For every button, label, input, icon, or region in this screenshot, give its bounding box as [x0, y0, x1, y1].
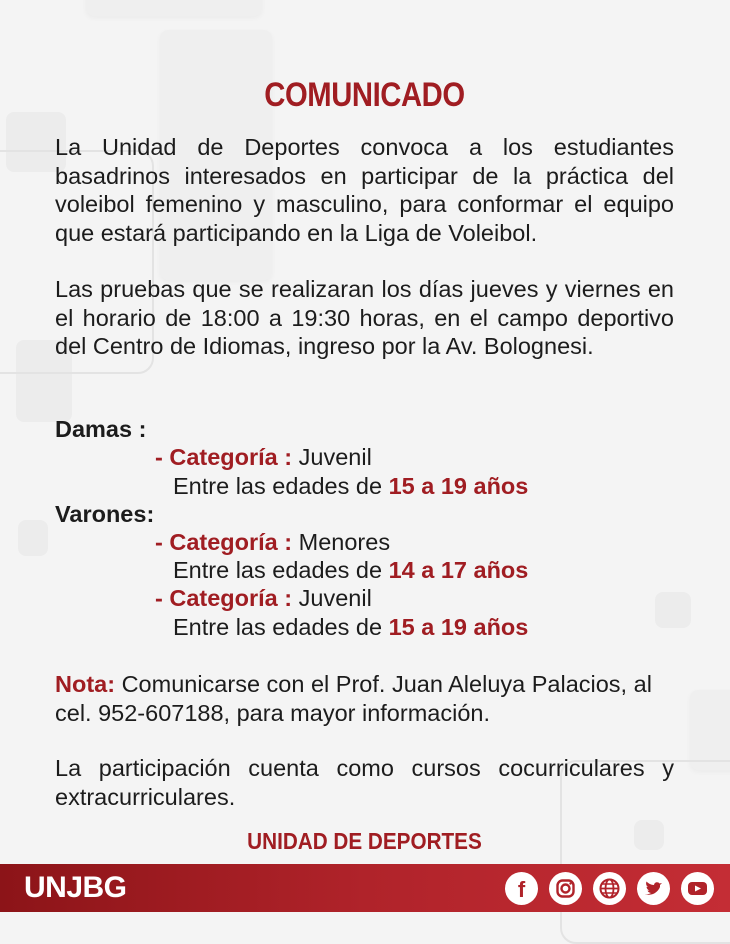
ages-range: 15 a 19 años	[388, 473, 529, 499]
category-name: Juvenil	[292, 444, 372, 470]
ages-prefix: Entre las edades de	[173, 614, 389, 640]
note-paragraph	[55, 670, 674, 727]
varones-label: Varones:	[55, 501, 155, 527]
category-label: - Categoría :	[155, 444, 293, 470]
varones-ages-menores	[173, 557, 528, 584]
note-text: Comunicarse con el Prof. Juan Aleluya Palacios, al cel. 952-607188, para mayor información.	[55, 671, 652, 726]
note-label: Nota:	[55, 671, 116, 697]
intro-paragraph: La Unidad de Deportes convoca a los estudiantes basadrinos interesados en participar de la práctica del voleibol femenino y masculino, para conformar el equipo que estará participando en la Liga de Voleibol.	[55, 134, 674, 246]
svg-text:f: f	[517, 877, 526, 902]
youtube-icon[interactable]	[681, 872, 714, 905]
closing-paragraph: La participación cuenta como cursos cocurriculares y extracurriculares.	[55, 755, 674, 810]
damas-category-juvenil	[155, 444, 372, 471]
instagram-icon[interactable]	[549, 872, 582, 905]
twitter-icon[interactable]	[637, 872, 670, 905]
web-icon[interactable]	[593, 872, 626, 905]
damas-label: Damas :	[55, 416, 147, 442]
category-label: - Categoría :	[155, 585, 293, 611]
varones-category-menores	[155, 529, 390, 556]
damas-ages-juvenil	[173, 473, 528, 500]
category-name: Menores	[292, 529, 391, 555]
ages-prefix: Entre las edades de	[173, 557, 389, 583]
category-label: - Categoría :	[155, 529, 293, 555]
ages-prefix: Entre las edades de	[173, 473, 389, 499]
signature: UNIDAD DE DEPORTES	[247, 828, 482, 854]
unjbg-logo: UNJBG	[24, 871, 127, 904]
ages-range: 15 a 19 años	[388, 614, 529, 640]
page-title: COMUNICADO	[264, 76, 465, 114]
ages-range: 14 a 17 años	[388, 557, 529, 583]
social-icons	[505, 872, 714, 905]
schedule-paragraph: Las pruebas que se realizaran los días jueves y viernes en el horario de 18:00 a 19:30 horas, en el campo deportivo del Centro de Idiomas, ingreso por la Av. Bolognesi.	[55, 276, 674, 359]
facebook-icon[interactable]	[505, 872, 538, 905]
varones-category-juvenil	[155, 585, 372, 612]
footer-bar	[0, 864, 730, 912]
varones-ages-juvenil	[173, 614, 528, 641]
category-name: Juvenil	[292, 585, 372, 611]
